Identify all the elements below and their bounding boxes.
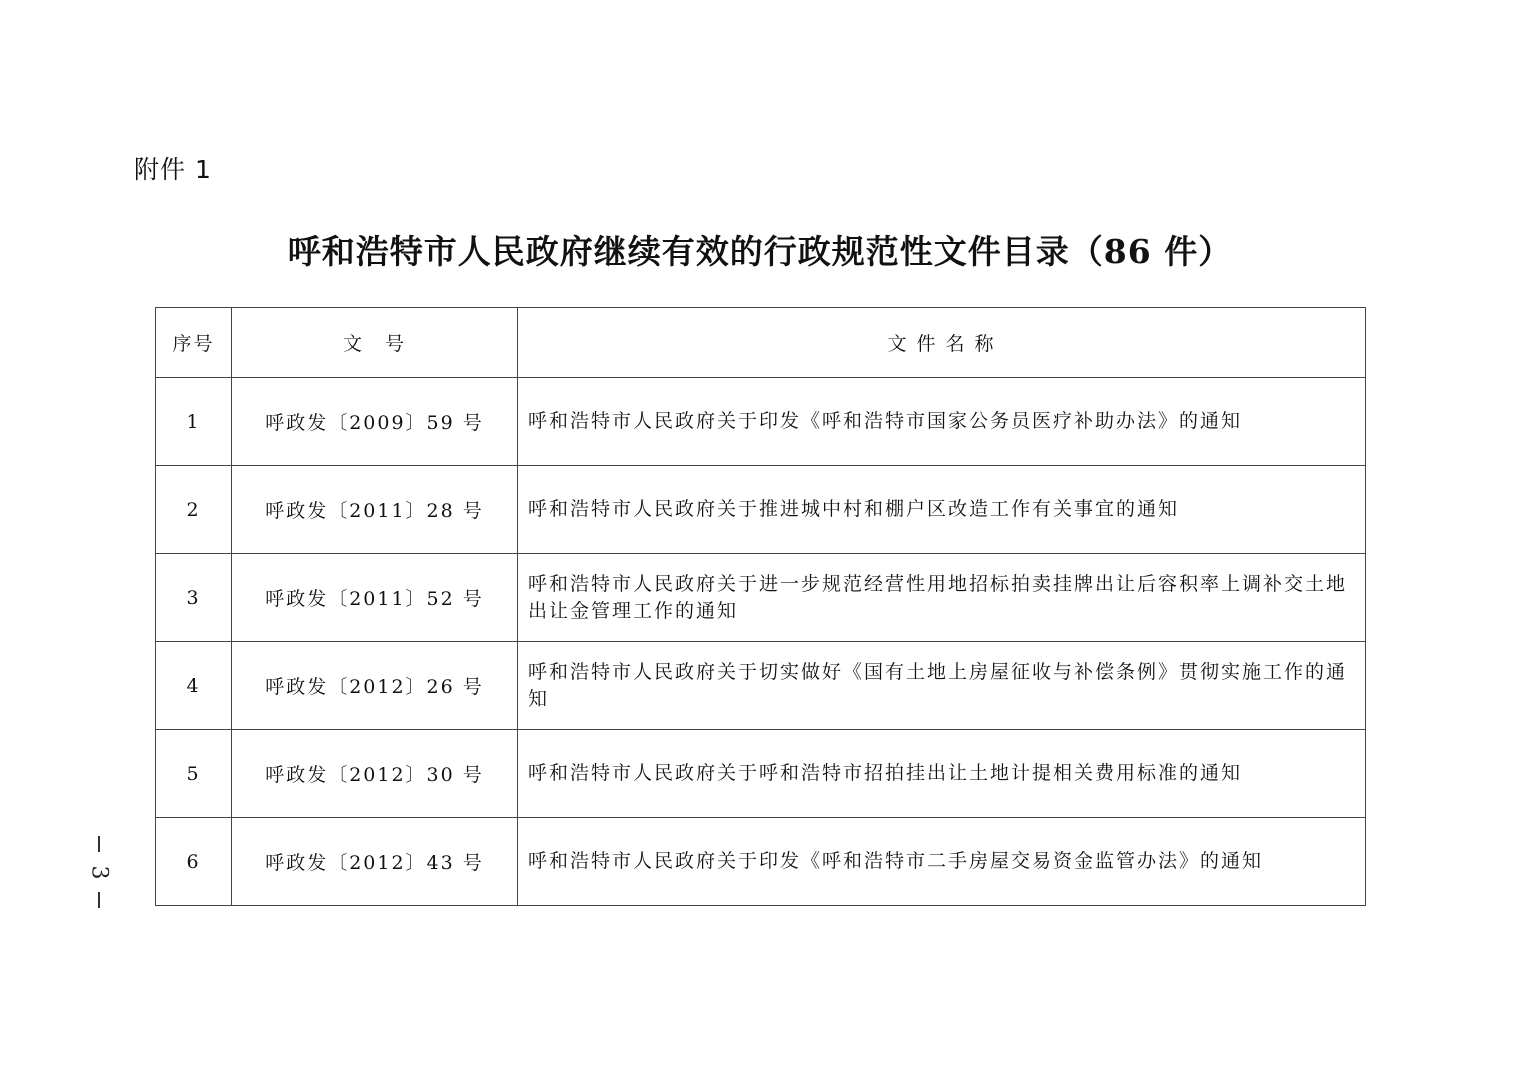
row-doc-number: 呼政发〔2011〕52 号 [232, 554, 518, 642]
table-row [156, 730, 1366, 818]
page-number-dash-bottom [98, 892, 100, 908]
row-index: 2 [156, 466, 232, 554]
table-row [156, 554, 1366, 642]
page-number-marker [87, 836, 111, 908]
row-doc-number: 呼政发〔2009〕59 号 [232, 378, 518, 466]
row-doc-name: 呼和浩特市人民政府关于推进城中村和棚户区改造工作有关事宜的通知 [518, 466, 1366, 554]
row-doc-name: 呼和浩特市人民政府关于切实做好《国有土地上房屋征收与补偿条例》贯彻实施工作的通知 [518, 642, 1366, 730]
table-row [156, 642, 1366, 730]
row-doc-name: 呼和浩特市人民政府关于进一步规范经营性用地招标拍卖挂牌出让后容积率上调补交土地出让金管理工作的通知 [518, 554, 1366, 642]
row-doc-number: 呼政发〔2012〕43 号 [232, 818, 518, 906]
page-number-dash-top [98, 836, 100, 852]
header-doc-number: 文 号 [232, 308, 518, 378]
row-doc-name: 呼和浩特市人民政府关于呼和浩特市招拍挂出让土地计提相关费用标准的通知 [518, 730, 1366, 818]
row-index: 5 [156, 730, 232, 818]
document-title: 呼和浩特市人民政府继续有效的行政规范性文件目录（86 件） [287, 232, 1233, 271]
row-doc-number: 呼政发〔2012〕26 号 [232, 642, 518, 730]
table-row [156, 818, 1366, 906]
row-doc-number: 呼政发〔2011〕28 号 [232, 466, 518, 554]
table-row [156, 466, 1366, 554]
row-doc-name: 呼和浩特市人民政府关于印发《呼和浩特市二手房屋交易资金监管办法》的通知 [518, 818, 1366, 906]
header-doc-name: 文 件 名 称 [518, 308, 1366, 378]
row-index: 6 [156, 818, 232, 906]
row-index: 4 [156, 642, 232, 730]
header-index: 序号 [156, 308, 232, 378]
table-row [156, 378, 1366, 466]
document-catalog-table [155, 307, 1366, 906]
attachment-label: 附件 1 [134, 155, 212, 184]
row-index: 1 [156, 378, 232, 466]
page-number: 3 [86, 865, 112, 879]
row-doc-number: 呼政发〔2012〕30 号 [232, 730, 518, 818]
row-doc-name: 呼和浩特市人民政府关于印发《呼和浩特市国家公务员医疗补助办法》的通知 [518, 378, 1366, 466]
row-index: 3 [156, 554, 232, 642]
table-header-row [156, 308, 1366, 378]
